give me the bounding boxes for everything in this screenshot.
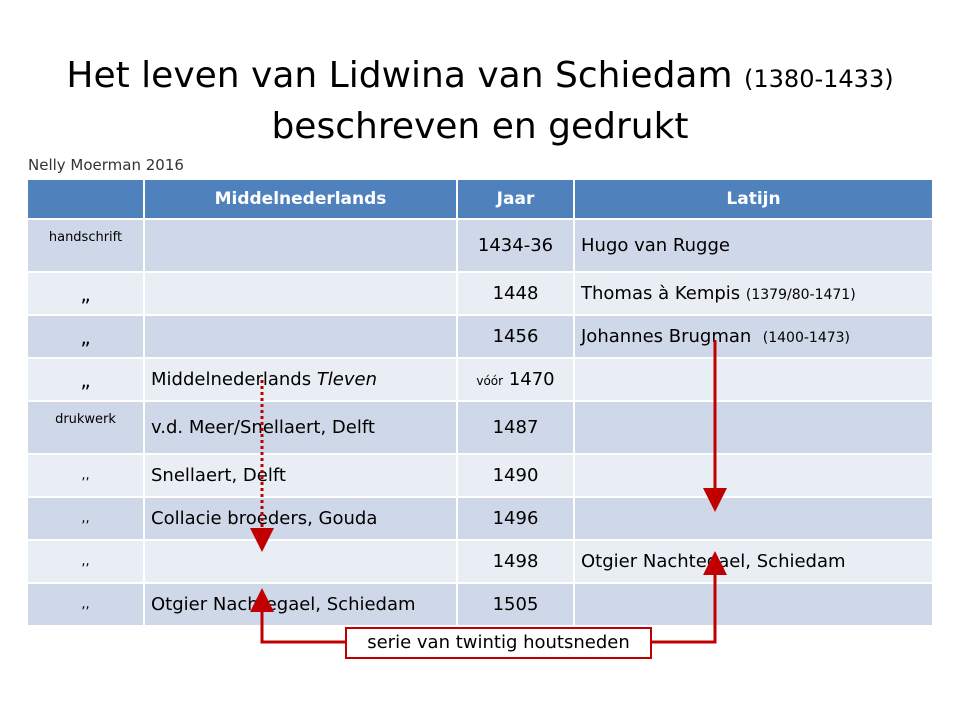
- title-line2: beschreven en gedrukt: [271, 106, 689, 147]
- cell-year: 1487: [457, 401, 574, 454]
- cell-latin: Hugo van Rugge: [574, 219, 933, 272]
- cell-type: drukwerk: [27, 401, 144, 454]
- cell-mnl: Collacie broeders, Gouda: [144, 497, 457, 540]
- cell-year: 1448: [457, 272, 574, 315]
- mnl-italic-text: Tleven: [316, 369, 378, 390]
- header-latijn: Latijn: [574, 179, 933, 219]
- author-label: Nelly Moerman 2016: [28, 156, 184, 174]
- cell-type: „: [27, 315, 144, 358]
- year-value: 1470: [508, 369, 555, 390]
- title-years: (1380-1433): [744, 65, 894, 93]
- cell-year: 1434-36: [457, 219, 574, 272]
- woodcut-callout: serie van twintig houtsneden: [345, 627, 652, 659]
- cell-type: ,,: [27, 583, 144, 626]
- callout-arrow-left: [262, 600, 345, 642]
- cell-type: ,,: [27, 497, 144, 540]
- callout-arrow-right: [652, 563, 715, 642]
- header-jaar: Jaar: [457, 179, 574, 219]
- title-line1: Het leven van Lidwina van Schiedam: [66, 55, 733, 96]
- cell-mnl: Snellaert, Delft: [144, 454, 457, 497]
- latin-name: Johannes Brugman: [581, 326, 752, 347]
- cell-mnl: Otgier Nachtegael, Schiedam: [144, 583, 457, 626]
- cell-year: 1498: [457, 540, 574, 583]
- cell-mnl: v.d. Meer/Snellaert, Delft: [144, 401, 457, 454]
- cell-latin: Otgier Nachtegael, Schiedam: [574, 540, 933, 583]
- header-middelnederlands: Middelnederlands: [144, 179, 457, 219]
- cell-type: „: [27, 272, 144, 315]
- cell-type: ,,: [27, 540, 144, 583]
- cell-type: handschrift: [27, 219, 144, 272]
- year-prefix: vóór: [476, 374, 504, 388]
- cell-year: 1505: [457, 583, 574, 626]
- latin-name: Thomas à Kempis: [581, 283, 741, 304]
- cell-year: 1490: [457, 454, 574, 497]
- mnl-text: Middelnederlands: [151, 369, 317, 390]
- latin-dates: (1379/80-1471): [745, 287, 856, 303]
- cell-year: 1496: [457, 497, 574, 540]
- cell-type: ,,: [27, 454, 144, 497]
- cell-type: „: [27, 358, 144, 401]
- latin-dates: (1400-1473): [762, 330, 850, 346]
- cell-year: 1456: [457, 315, 574, 358]
